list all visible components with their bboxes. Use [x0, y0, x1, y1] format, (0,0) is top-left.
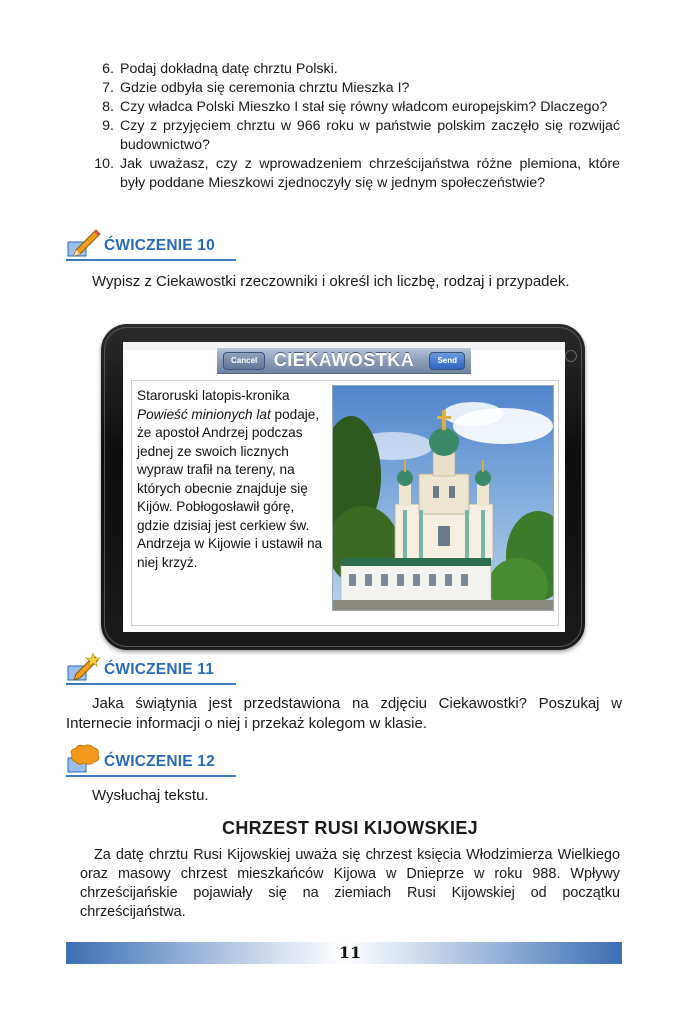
heading-underline — [66, 683, 236, 685]
item-number: 9. — [102, 118, 114, 134]
list-item — [88, 98, 620, 117]
heading-underline — [66, 775, 236, 777]
question-list — [88, 60, 620, 193]
fact-text-rest: podaje, że apostoł Andrzej podczas jednej ze swoich licznych wypraw trafił na tereny, na których obecnie znajduje się Kijów. Pobłogosławił górę, gdzie dzisiaj jest cerkiew św. Andrzeja w Kijowie i ustawił na niej krzyż. — [137, 406, 323, 570]
exercise-11-text: Jaka świątynia jest przedstawiona na zdjęciu Ciekawostki? Poszukaj w Internecie informacji o niej i przekaż kolegom w klasie. — [66, 695, 622, 732]
exercise-10-heading — [66, 228, 266, 262]
church-photo-icon — [333, 386, 553, 610]
item-number: 6. — [102, 61, 114, 77]
item-number: 10. — [94, 156, 114, 172]
cancel-button[interactable]: Cancel — [223, 352, 265, 370]
item-text: Gdzie odbyła się ceremonia chrztu Mieszka I? — [120, 80, 410, 96]
exercise-12-heading — [66, 744, 266, 778]
item-text: Czy władca Polski Mieszko I stał się równy władcom europejskim? Dlaczego? — [120, 99, 608, 115]
reading-title: CHRZEST RUSI KIJOWSKIEJ — [222, 818, 478, 838]
nav-title: CIEKAWOSTKA — [273, 350, 415, 370]
exercise-title: ĆWICZENIE 12 — [104, 753, 215, 770]
list-item — [88, 60, 620, 79]
exercise-12-text: Wysłuchaj tekstu. — [92, 787, 209, 804]
church-photo — [332, 385, 554, 611]
reading-text: Za datę chrztu Rusi Kijowskiej uważa się chrzest księcia Włodzimierza Wielkiego oraz masowy chrzest mieszkańców Kijowa w Dnieprze w roku 988. Wpływy chrześcijańskie pojawiały się na ziemiach Rusi Kijowskiej od początku chrześcijaństwa. — [80, 847, 620, 920]
tablet-screen — [123, 342, 565, 632]
speech-bubble-icon — [66, 744, 102, 774]
item-number: 8. — [102, 99, 114, 115]
home-button-icon — [565, 350, 577, 362]
pencil-star-icon — [66, 652, 102, 682]
fact-text-title: Powieść minionych lat — [137, 406, 271, 422]
item-text: Podaj dokładną datę chrztu Polski. — [120, 61, 338, 77]
heading-underline — [66, 259, 236, 261]
nav-bar — [217, 348, 471, 374]
fact-text — [137, 387, 327, 572]
list-item — [88, 79, 620, 98]
page-number: 11 — [338, 943, 362, 962]
tablet-device — [101, 324, 585, 650]
item-number: 7. — [102, 80, 114, 96]
exercise-title: ĆWICZENIE 10 — [104, 237, 215, 254]
fact-card — [131, 380, 559, 626]
send-button[interactable]: Send — [429, 352, 465, 370]
item-text: Czy z przyjęciem chrztu w 966 roku w państwie polskim zaczęło się rozwijać budownictwo? — [120, 118, 620, 153]
fact-text-start: Staroruski latopis-kronika — [137, 388, 290, 403]
item-text: Jak uważasz, czy z wprowadzeniem chrześcijaństwa różne plemiona, które były poddane Mieszkowi zjednoczyły się w jednym społeczeństwie? — [120, 156, 620, 191]
exercise-10-text: Wypisz z Ciekawostki rzeczowniki i określ ich liczbę, rodzaj i przypadek. — [92, 273, 570, 290]
list-item — [88, 117, 620, 155]
exercise-11-heading — [66, 652, 266, 686]
pencil-icon — [66, 228, 102, 258]
exercise-title: ĆWICZENIE 11 — [104, 661, 215, 678]
list-item — [88, 155, 620, 193]
